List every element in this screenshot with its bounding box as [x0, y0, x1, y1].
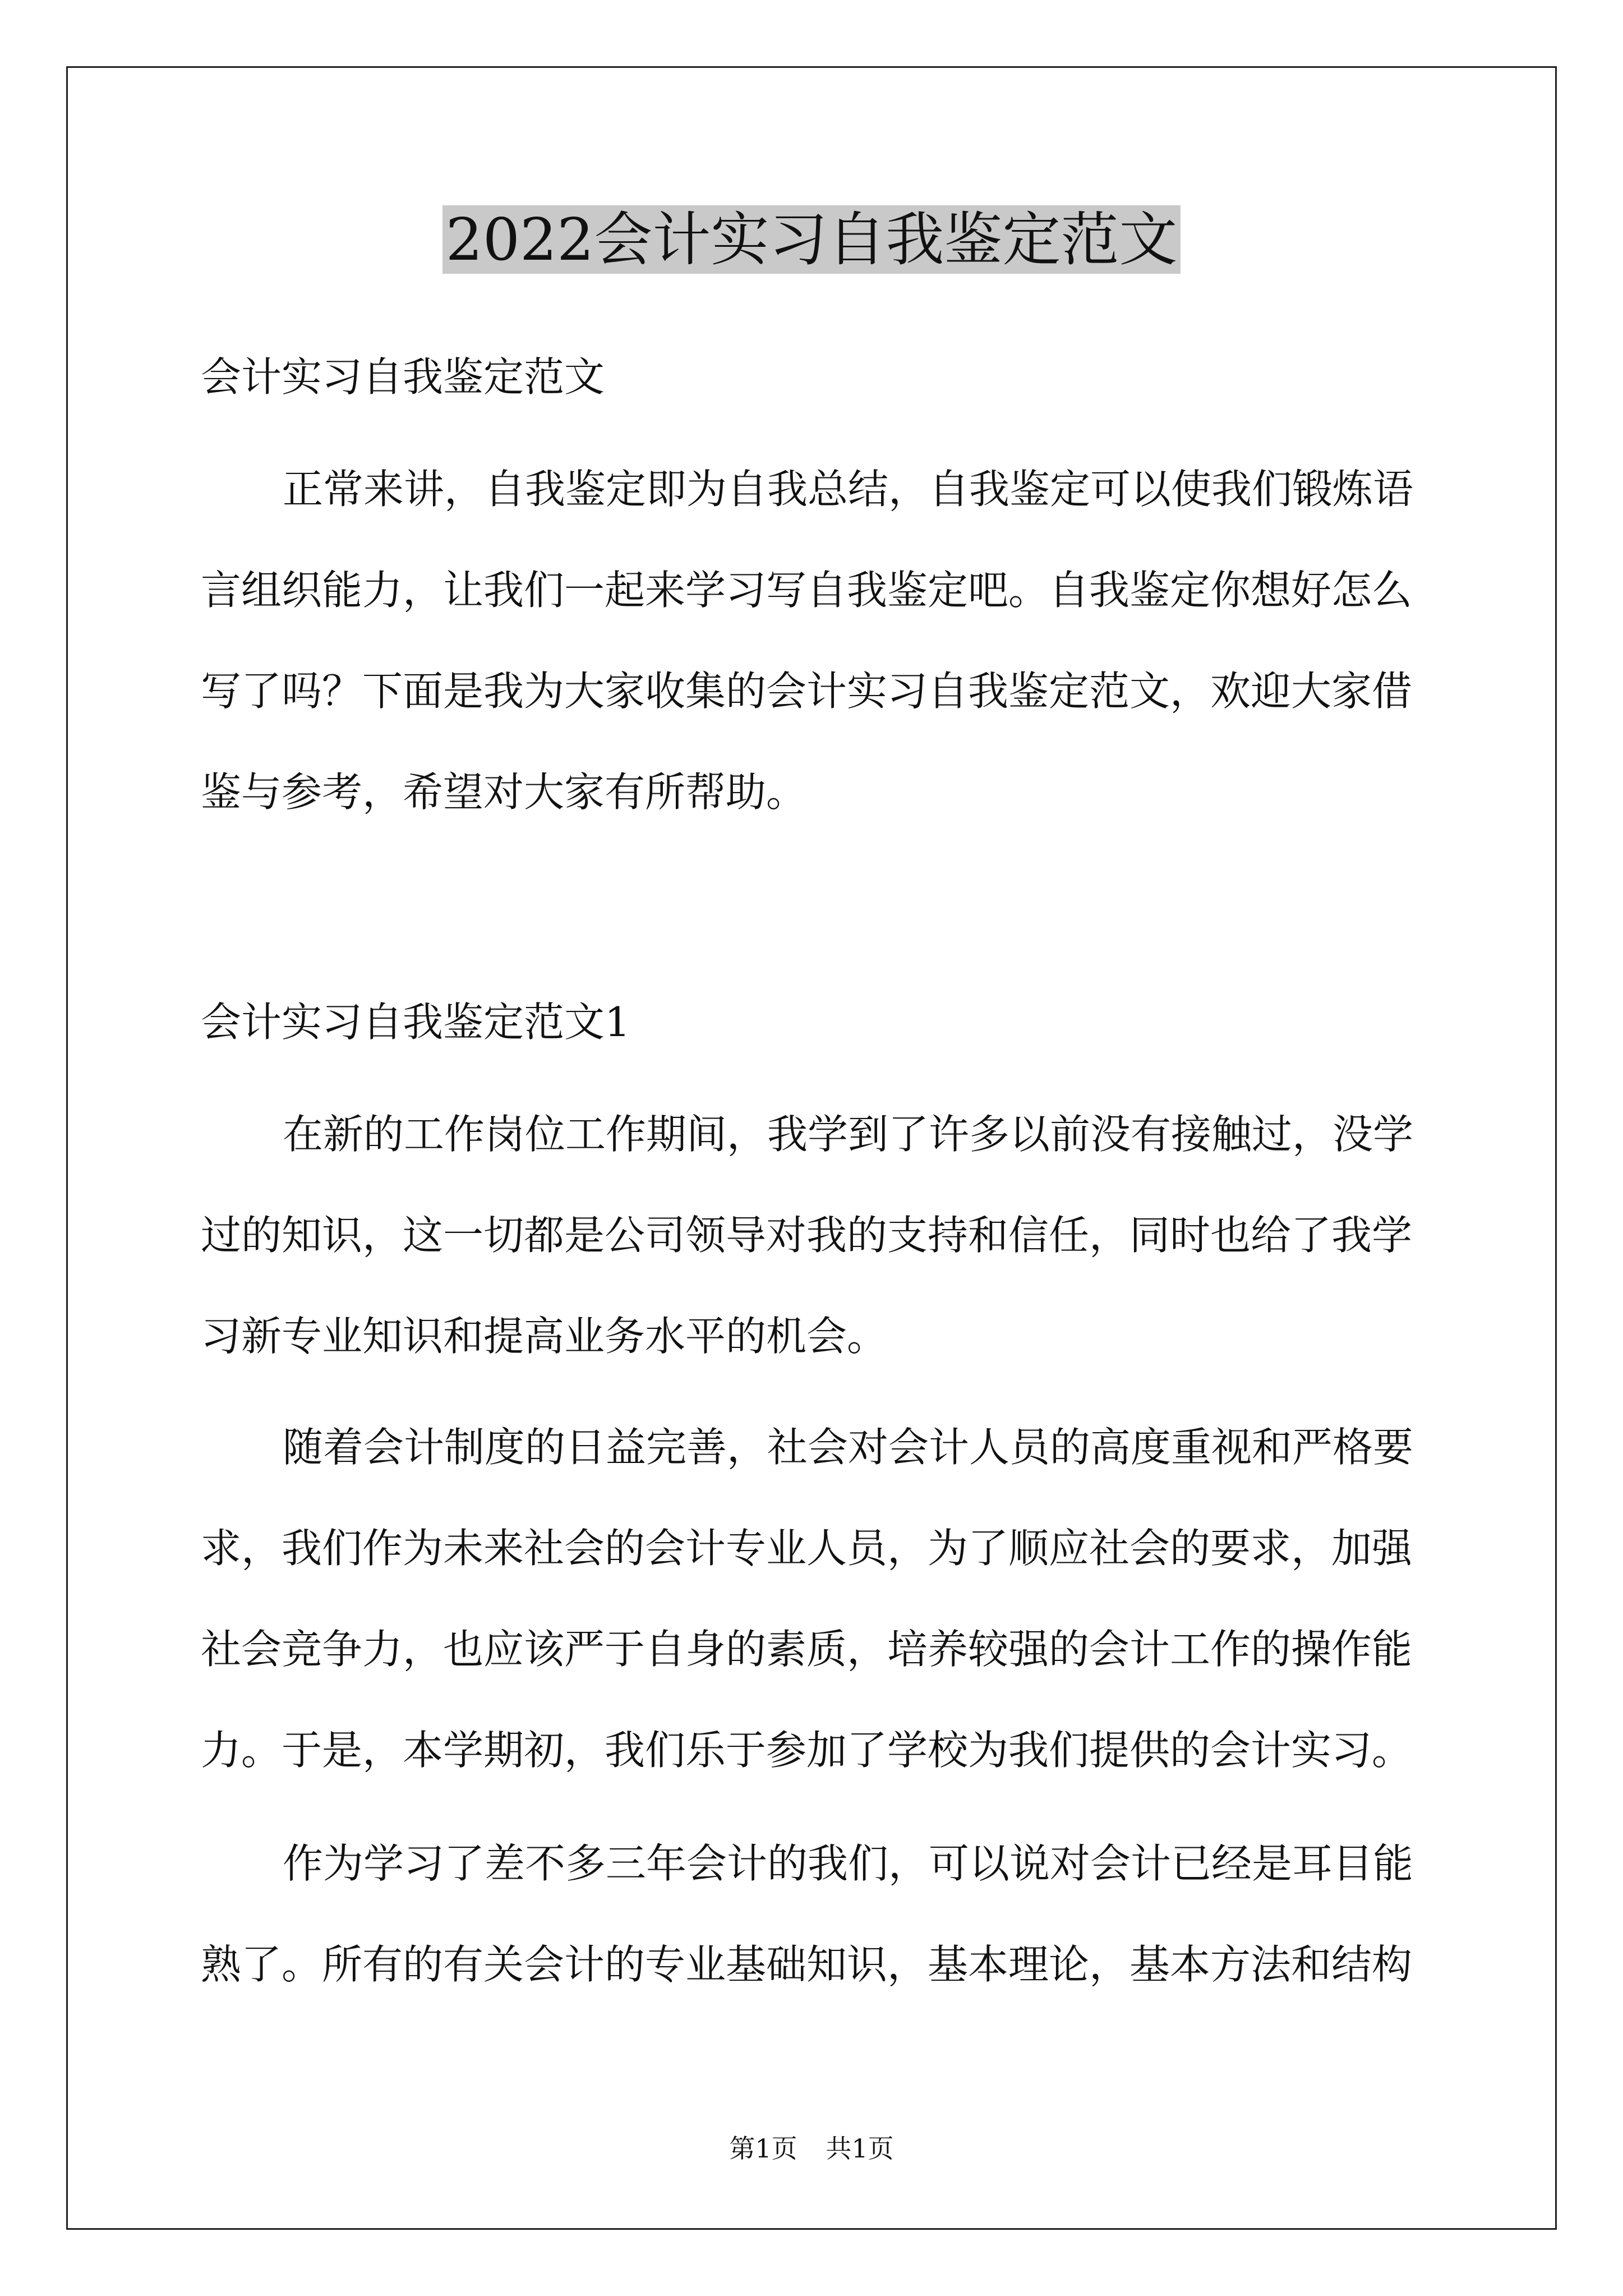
page-number: 第1页	[729, 2133, 797, 2164]
page-footer	[0, 2132, 1623, 2165]
section-heading: 会计实习自我鉴定范文1	[201, 999, 630, 1046]
page-total: 共1页	[826, 2133, 894, 2164]
body-paragraph-3: 作为学习了差不多三年会计的我们，可以说对会计已经是耳目能熟了。所有的有关会计的专业基础知识，基本理论，基本方法和结构	[201, 1840, 1414, 1988]
body-paragraph-2: 随着会计制度的日益完善，社会对会计人员的高度重视和严格要求，我们作为未来社会的会计专业人员，为了顺应社会的要求，加强社会竞争力，也应该严于自身的素质，培养较强的会计工作的操作能力。于是，本学期初，我们乐于参加了学校为我们提供的会计实习。	[201, 1424, 1414, 1774]
document-title-text: 2022会计实习自我鉴定范文	[442, 205, 1181, 274]
document-title	[0, 197, 1623, 282]
intro-paragraph: 正常来讲，自我鉴定即为自我总结，自我鉴定可以使我们锻炼语言组织能力，让我们一起来学习写自我鉴定吧。自我鉴定你想好怎么写了吗？下面是我为大家收集的会计实习自我鉴定范文，欢迎大家借鉴与参考，希望对大家有所帮助。	[201, 466, 1414, 816]
body-paragraph-1: 在新的工作岗位工作期间，我学到了许多以前没有接触过，没学过的知识，这一切都是公司领导对我的支持和信任，同时也给了我学习新专业知识和提高业务水平的机会。	[201, 1111, 1414, 1360]
document-subtitle: 会计实习自我鉴定范文	[201, 353, 605, 401]
